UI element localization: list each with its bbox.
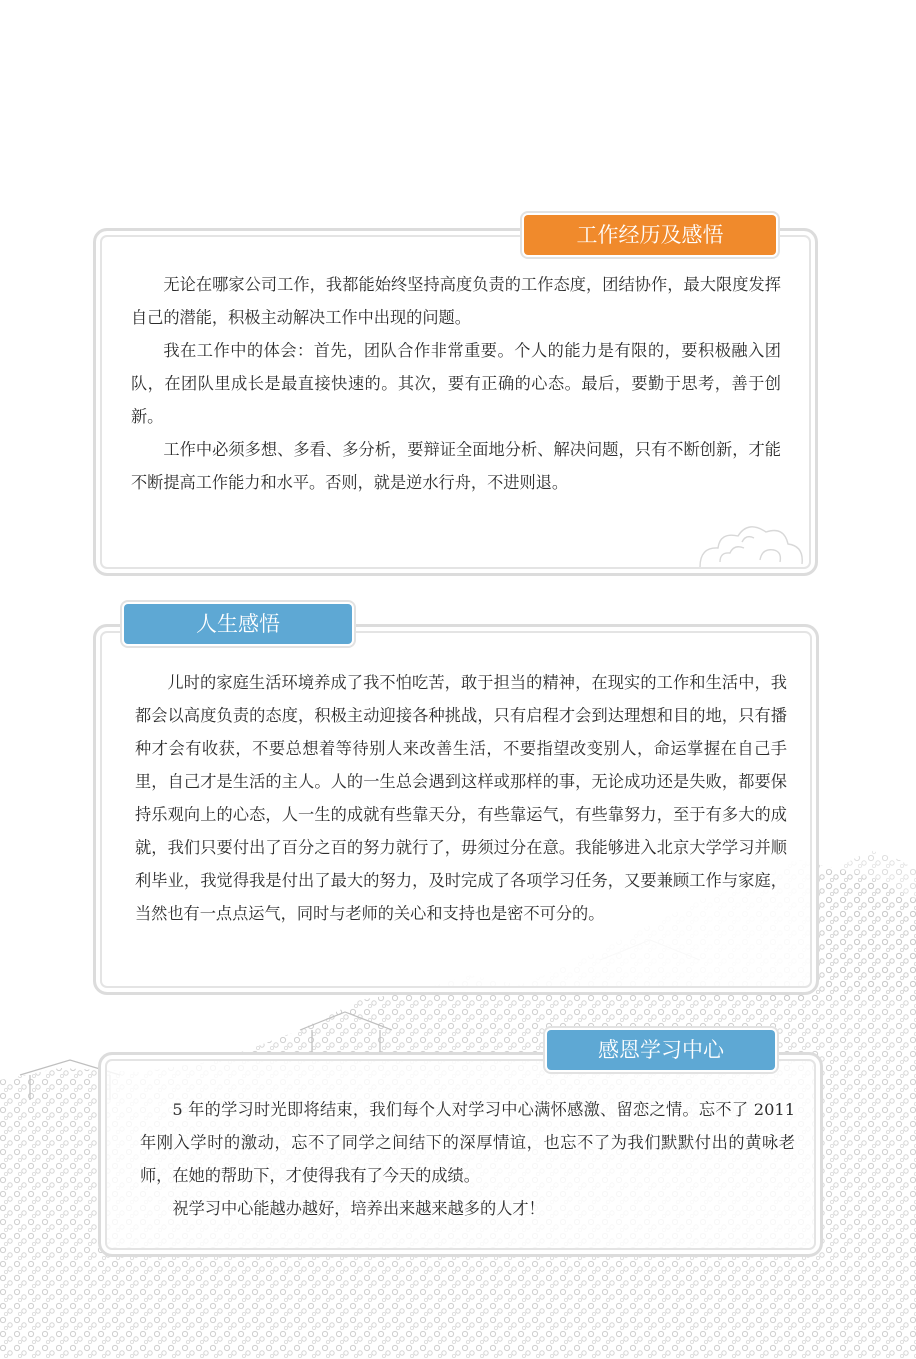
life-reflection-text [135, 666, 787, 930]
gratitude-text [140, 1093, 795, 1225]
life-reflection-title: 人生感悟 [196, 612, 280, 636]
paragraph: 5 年的学习时光即将结束，我们每个人对学习中心满怀感激、留恋之情。忘不了 2011 年刚入学时的激动，忘不了同学之间结下的深厚情谊，也忘不了为我们默默付出的黄咏老师，在她的帮助下，才使得我有了今天的成绩。 [140, 1100, 795, 1185]
paragraph: 祝学习中心能越办越好，培养出来越来越多的人才！ [172, 1199, 545, 1218]
paragraph: 儿时的家庭生活环境养成了我不怕吃苦，敢于担当的精神，在现实的工作和生活中，我都会以高度负责的态度，积极主动迎接各种挑战，只有启程才会到达理想和目的地，只有播种才会有收获，不要总想着等待别人来改善生活，不要指望改变别人，命运掌握在自己手里，自己才是生活的主人。人的一生总会遇到这样或那样的事，无论成功还是失败，都要保持乐观向上的心态，人一生的成就有些靠天分，有些靠运气，有些靠努力，至于有多大的成就，我们只要付出了百分之百的努力就行了，毋须过分在意。我能够进入北京大学学习并顺利毕业，我觉得我是付出了最大的努力，及时完成了各项学习任务，又要兼顾工作与家庭，当然也有一点点运气，同时与老师的关心和支持也是密不可分的。 [135, 673, 787, 923]
paragraph: 我在工作中的体会：首先，团队合作非常重要。个人的能力是有限的，要积极融入团队，在团队里成长是最直接快速的。其次，要有正确的心态。最后，要勤于思考，善于创新。 [131, 341, 781, 426]
work-experience-title: 工作经历及感悟 [576, 223, 724, 247]
life-reflection-title-tab [124, 604, 352, 644]
gratitude-title: 感恩学习中心 [598, 1038, 724, 1062]
paragraph: 工作中必须多想、多看、多分析，要辩证全面地分析、解决问题，只有不断创新，才能不断提高工作能力和水平。否则，就是逆水行舟，不进则退。 [131, 440, 781, 492]
work-experience-text [131, 268, 781, 499]
work-experience-title-tab [524, 215, 776, 255]
gratitude-title-tab [547, 1030, 775, 1070]
paragraph: 无论在哪家公司工作，我都能始终坚持高度负责的工作态度，团结协作，最大限度发挥自己的潜能，积极主动解决工作中出现的问题。 [131, 275, 781, 327]
cloud-ornament-icon [690, 512, 810, 572]
